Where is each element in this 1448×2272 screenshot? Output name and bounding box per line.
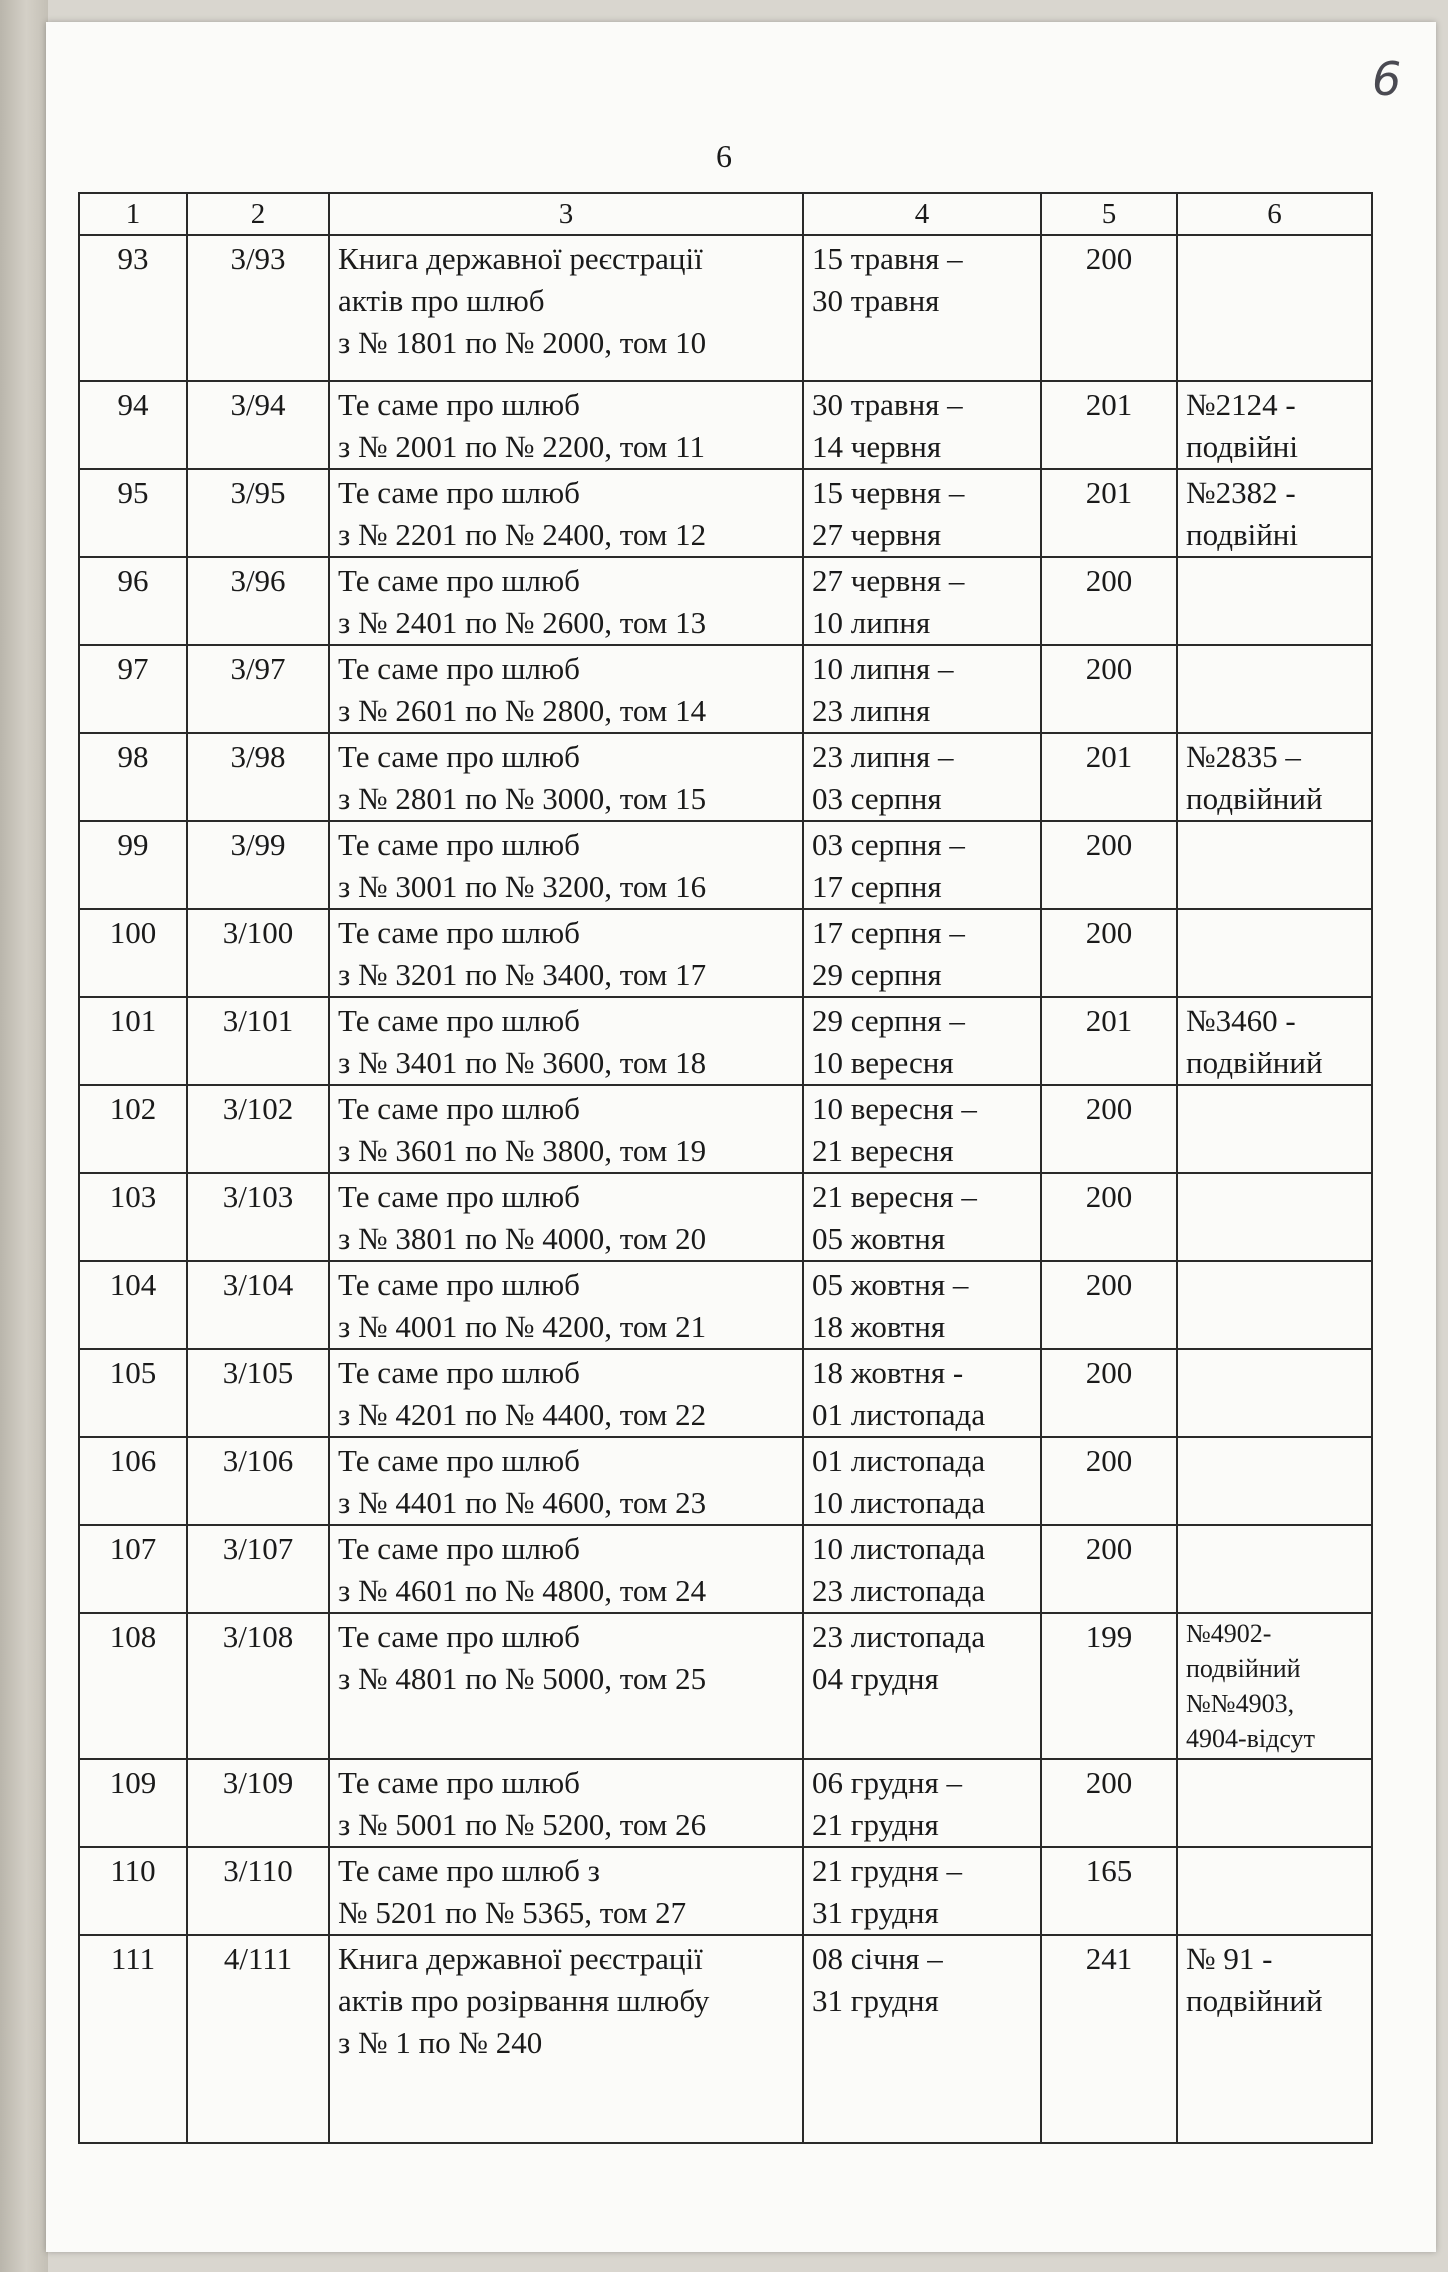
notes-cell — [1177, 733, 1372, 821]
title-line: Те саме про шлюб з — [338, 1853, 600, 1888]
file-code-cell: 3/103 — [187, 1173, 329, 1261]
table-row — [79, 997, 1372, 1085]
item-number-cell: 107 — [79, 1525, 187, 1613]
sheets-count-cell: 200 — [1041, 1437, 1177, 1525]
date-line: 21 грудня – — [812, 1853, 962, 1888]
sheets-count-cell: 200 — [1041, 1759, 1177, 1847]
table-row — [79, 1437, 1372, 1525]
binder-spine — [0, 0, 48, 2272]
title-line: з № 3001 по № 3200, том 16 — [338, 869, 707, 904]
title-cell — [329, 1437, 803, 1525]
title-cell — [329, 381, 803, 469]
note-line: №2835 – — [1186, 739, 1301, 774]
table-row — [79, 1525, 1372, 1613]
file-code-cell: 3/107 — [187, 1525, 329, 1613]
title-line: Те саме про шлюб — [338, 387, 580, 422]
dates-cell — [803, 557, 1041, 645]
notes-cell — [1177, 1935, 1372, 2143]
item-number-cell: 100 — [79, 909, 187, 997]
date-line: 03 серпня – — [812, 827, 965, 862]
notes-cell — [1177, 645, 1372, 733]
title-cell — [329, 645, 803, 733]
title-line: Те саме про шлюб — [338, 1267, 580, 1302]
title-line: з № 3201 по № 3400, том 17 — [338, 957, 707, 992]
date-line: 04 грудня — [812, 1661, 939, 1696]
table-row — [79, 235, 1372, 381]
title-line: Те саме про шлюб — [338, 1531, 580, 1566]
file-code-cell: 3/109 — [187, 1759, 329, 1847]
sheets-count-cell: 201 — [1041, 381, 1177, 469]
dates-cell — [803, 1525, 1041, 1613]
item-number-cell: 97 — [79, 645, 187, 733]
title-line: з № 4801 по № 5000, том 25 — [338, 1661, 707, 1696]
notes-cell — [1177, 557, 1372, 645]
file-code-cell: 3/105 — [187, 1349, 329, 1437]
title-line: з № 4401 по № 4600, том 23 — [338, 1485, 707, 1520]
note-line: №№4903, — [1186, 1689, 1295, 1718]
title-line: Те саме про шлюб — [338, 1355, 580, 1390]
date-line: 30 травня — [812, 283, 940, 318]
item-number-cell: 103 — [79, 1173, 187, 1261]
note-line: подвійні — [1186, 429, 1299, 464]
column-header: 1 — [79, 193, 187, 235]
date-line: 10 липня – — [812, 651, 954, 686]
item-number-cell: 110 — [79, 1847, 187, 1935]
title-line: Те саме про шлюб — [338, 1619, 580, 1654]
title-line: з № 2001 по № 2200, том 11 — [338, 429, 706, 464]
date-line: 21 грудня — [812, 1807, 939, 1842]
file-code-cell: 4/111 — [187, 1935, 329, 2143]
title-line: Те саме про шлюб — [338, 475, 580, 510]
sheets-count-cell: 200 — [1041, 1173, 1177, 1261]
date-line: 05 жовтня — [812, 1221, 946, 1256]
date-line: 05 жовтня – — [812, 1267, 969, 1302]
sheets-count-cell: 201 — [1041, 469, 1177, 557]
dates-cell — [803, 469, 1041, 557]
table-row — [79, 1173, 1372, 1261]
date-line: 15 червня – — [812, 475, 965, 510]
title-line: з № 2401 по № 2600, том 13 — [338, 605, 707, 640]
note-line: подвійний — [1186, 781, 1323, 816]
file-code-cell: 3/110 — [187, 1847, 329, 1935]
title-line: з № 2201 по № 2400, том 12 — [338, 517, 707, 552]
date-line: 23 листопада — [812, 1619, 986, 1654]
title-line: з № 1801 по № 2000, том 10 — [338, 325, 707, 360]
title-cell — [329, 1085, 803, 1173]
note-line: подвійні — [1186, 517, 1299, 552]
title-line: актів про розірвання шлюбу — [338, 1983, 710, 2018]
sheets-count-cell: 200 — [1041, 909, 1177, 997]
date-line: 03 серпня — [812, 781, 942, 816]
title-line: з № 5001 по № 5200, том 26 — [338, 1807, 707, 1842]
title-line: Те саме про шлюб — [338, 1443, 580, 1478]
note-line: № 91 - — [1186, 1941, 1273, 1976]
title-cell — [329, 235, 803, 381]
note-line: подвійний — [1186, 1654, 1301, 1683]
sheets-count-cell: 199 — [1041, 1613, 1177, 1759]
title-line: Те саме про шлюб — [338, 1765, 580, 1800]
dates-cell — [803, 1173, 1041, 1261]
sheets-count-cell: 200 — [1041, 235, 1177, 381]
file-code-cell: 3/108 — [187, 1613, 329, 1759]
title-line: Книга державної реєстрації — [338, 1941, 703, 1976]
table-row — [79, 645, 1372, 733]
title-line: Те саме про шлюб — [338, 915, 580, 950]
title-line: з № 3801 по № 4000, том 20 — [338, 1221, 707, 1256]
title-line: Те саме про шлюб — [338, 739, 580, 774]
dates-cell — [803, 733, 1041, 821]
notes-cell — [1177, 1173, 1372, 1261]
date-line: 31 грудня — [812, 1983, 939, 2018]
title-line: Те саме про шлюб — [338, 1179, 580, 1214]
table-row — [79, 469, 1372, 557]
title-line: Те саме про шлюб — [338, 827, 580, 862]
date-line: 31 грудня — [812, 1895, 939, 1930]
title-line: Те саме про шлюб — [338, 1003, 580, 1038]
date-line: 17 серпня — [812, 869, 942, 904]
note-line: подвійний — [1186, 1045, 1323, 1080]
table-row — [79, 557, 1372, 645]
date-line: 23 листопада — [812, 1573, 986, 1608]
date-line: 29 серпня – — [812, 1003, 965, 1038]
date-line: 10 листопада — [812, 1485, 986, 1520]
title-cell — [329, 821, 803, 909]
file-code-cell: 3/94 — [187, 381, 329, 469]
title-cell — [329, 1759, 803, 1847]
item-number-cell: 98 — [79, 733, 187, 821]
notes-cell — [1177, 1759, 1372, 1847]
date-line: 29 серпня — [812, 957, 942, 992]
item-number-cell: 104 — [79, 1261, 187, 1349]
table-row — [79, 821, 1372, 909]
notes-cell — [1177, 1613, 1372, 1759]
sheets-count-cell: 165 — [1041, 1847, 1177, 1935]
title-cell — [329, 1847, 803, 1935]
column-header: 2 — [187, 193, 329, 235]
sheets-count-cell: 201 — [1041, 733, 1177, 821]
date-line: 27 червня — [812, 517, 942, 552]
notes-cell — [1177, 381, 1372, 469]
note-line: 4904-відсут — [1186, 1724, 1315, 1753]
title-line: з № 2801 по № 3000, том 15 — [338, 781, 707, 816]
notes-cell — [1177, 1437, 1372, 1525]
sheets-count-cell: 200 — [1041, 1085, 1177, 1173]
dates-cell — [803, 645, 1041, 733]
title-cell — [329, 1261, 803, 1349]
title-cell — [329, 469, 803, 557]
date-line: 18 жовтня — [812, 1309, 946, 1344]
table-row — [79, 1613, 1372, 1759]
date-line: 14 червня — [812, 429, 942, 464]
table-row — [79, 733, 1372, 821]
date-line: 10 липня — [812, 605, 931, 640]
date-line: 10 вересня — [812, 1045, 954, 1080]
item-number-cell: 102 — [79, 1085, 187, 1173]
file-code-cell: 3/99 — [187, 821, 329, 909]
sheets-count-cell: 200 — [1041, 557, 1177, 645]
register-body — [79, 235, 1372, 2143]
title-line: Те саме про шлюб — [338, 563, 580, 598]
title-line: № 5201 по № 5365, том 27 — [338, 1895, 687, 1930]
title-line: з № 4001 по № 4200, том 21 — [338, 1309, 707, 1344]
sheets-count-cell: 200 — [1041, 1525, 1177, 1613]
item-number-cell: 105 — [79, 1349, 187, 1437]
table-row — [79, 381, 1372, 469]
item-number-cell: 99 — [79, 821, 187, 909]
title-cell — [329, 1525, 803, 1613]
title-cell — [329, 733, 803, 821]
file-code-cell: 3/95 — [187, 469, 329, 557]
item-number-cell: 93 — [79, 235, 187, 381]
title-line: з № 4201 по № 4400, том 22 — [338, 1397, 707, 1432]
date-line: 15 травня – — [812, 241, 963, 276]
date-line: 18 жовтня - — [812, 1355, 964, 1390]
dates-cell — [803, 821, 1041, 909]
notes-cell — [1177, 1349, 1372, 1437]
column-header: 5 — [1041, 193, 1177, 235]
notes-cell — [1177, 1085, 1372, 1173]
item-number-cell: 109 — [79, 1759, 187, 1847]
handwritten-sheet-number: 6 — [1372, 52, 1402, 106]
date-line: 23 липня — [812, 693, 931, 728]
title-line: з № 2601 по № 2800, том 14 — [338, 693, 707, 728]
title-line: з № 3601 по № 3800, том 19 — [338, 1133, 707, 1168]
dates-cell — [803, 1613, 1041, 1759]
item-number-cell: 95 — [79, 469, 187, 557]
item-number-cell: 108 — [79, 1613, 187, 1759]
table-row — [79, 1935, 1372, 2143]
title-cell — [329, 1935, 803, 2143]
title-line: Те саме про шлюб — [338, 651, 580, 686]
column-header: 4 — [803, 193, 1041, 235]
title-cell — [329, 557, 803, 645]
title-line: з № 1 по № 240 — [338, 2025, 543, 2060]
sheets-count-cell: 200 — [1041, 821, 1177, 909]
date-line: 30 травня – — [812, 387, 963, 422]
file-code-cell: 3/106 — [187, 1437, 329, 1525]
sheets-count-cell: 200 — [1041, 645, 1177, 733]
item-number-cell: 101 — [79, 997, 187, 1085]
dates-cell — [803, 997, 1041, 1085]
dates-cell — [803, 1261, 1041, 1349]
date-line: 10 листопада — [812, 1531, 986, 1566]
file-code-cell: 3/101 — [187, 997, 329, 1085]
item-number-cell: 106 — [79, 1437, 187, 1525]
date-line: 27 червня – — [812, 563, 965, 598]
note-line: подвійний — [1186, 1983, 1323, 2018]
dates-cell — [803, 1349, 1041, 1437]
dates-cell — [803, 1085, 1041, 1173]
date-line: 08 січня – — [812, 1941, 943, 1976]
date-line: 01 листопада — [812, 1443, 986, 1478]
title-cell — [329, 997, 803, 1085]
notes-cell — [1177, 821, 1372, 909]
dates-cell — [803, 1935, 1041, 2143]
title-cell — [329, 1349, 803, 1437]
date-line: 17 серпня – — [812, 915, 965, 950]
date-line: 06 грудня – — [812, 1765, 962, 1800]
dates-cell — [803, 909, 1041, 997]
sheets-count-cell: 201 — [1041, 997, 1177, 1085]
file-code-cell: 3/102 — [187, 1085, 329, 1173]
table-row — [79, 1847, 1372, 1935]
table-row — [79, 1085, 1372, 1173]
dates-cell — [803, 1759, 1041, 1847]
table-row — [79, 1261, 1372, 1349]
date-line: 21 вересня — [812, 1133, 954, 1168]
file-code-cell: 3/97 — [187, 645, 329, 733]
file-code-cell: 3/96 — [187, 557, 329, 645]
title-cell — [329, 1173, 803, 1261]
dates-cell — [803, 1847, 1041, 1935]
table-row — [79, 1349, 1372, 1437]
notes-cell — [1177, 1847, 1372, 1935]
title-line: з № 3401 по № 3600, том 18 — [338, 1045, 707, 1080]
dates-cell — [803, 235, 1041, 381]
dates-cell — [803, 381, 1041, 469]
date-line: 10 вересня – — [812, 1091, 977, 1126]
file-code-cell: 3/93 — [187, 235, 329, 381]
column-header: 6 — [1177, 193, 1372, 235]
notes-cell — [1177, 1261, 1372, 1349]
page-number: 6 — [716, 138, 732, 174]
dates-cell — [803, 1437, 1041, 1525]
item-number-cell: 96 — [79, 557, 187, 645]
sheets-count-cell: 200 — [1041, 1349, 1177, 1437]
item-number-cell: 111 — [79, 1935, 187, 2143]
title-cell — [329, 1613, 803, 1759]
title-line: з № 4601 по № 4800, том 24 — [338, 1573, 707, 1608]
title-cell — [329, 909, 803, 997]
file-code-cell: 3/104 — [187, 1261, 329, 1349]
notes-cell — [1177, 997, 1372, 1085]
date-line: 21 вересня – — [812, 1179, 977, 1214]
title-line: Те саме про шлюб — [338, 1091, 580, 1126]
note-line: №4902- — [1186, 1619, 1272, 1648]
table-row — [79, 909, 1372, 997]
register-table — [78, 192, 1373, 2144]
file-code-cell: 3/98 — [187, 733, 329, 821]
note-line: №2124 - — [1186, 387, 1296, 422]
note-line: №2382 - — [1186, 475, 1296, 510]
notes-cell — [1177, 235, 1372, 381]
header-row — [79, 193, 1372, 235]
notes-cell — [1177, 1525, 1372, 1613]
title-line: актів про шлюб — [338, 283, 545, 318]
column-header: 3 — [329, 193, 803, 235]
sheets-count-cell: 241 — [1041, 1935, 1177, 2143]
date-line: 01 листопада — [812, 1397, 986, 1432]
table-row — [79, 1759, 1372, 1847]
notes-cell — [1177, 469, 1372, 557]
notes-cell — [1177, 909, 1372, 997]
note-line: №3460 - — [1186, 1003, 1296, 1038]
file-code-cell: 3/100 — [187, 909, 329, 997]
date-line: 23 липня – — [812, 739, 954, 774]
sheets-count-cell: 200 — [1041, 1261, 1177, 1349]
item-number-cell: 94 — [79, 381, 187, 469]
title-line: Книга державної реєстрації — [338, 241, 703, 276]
